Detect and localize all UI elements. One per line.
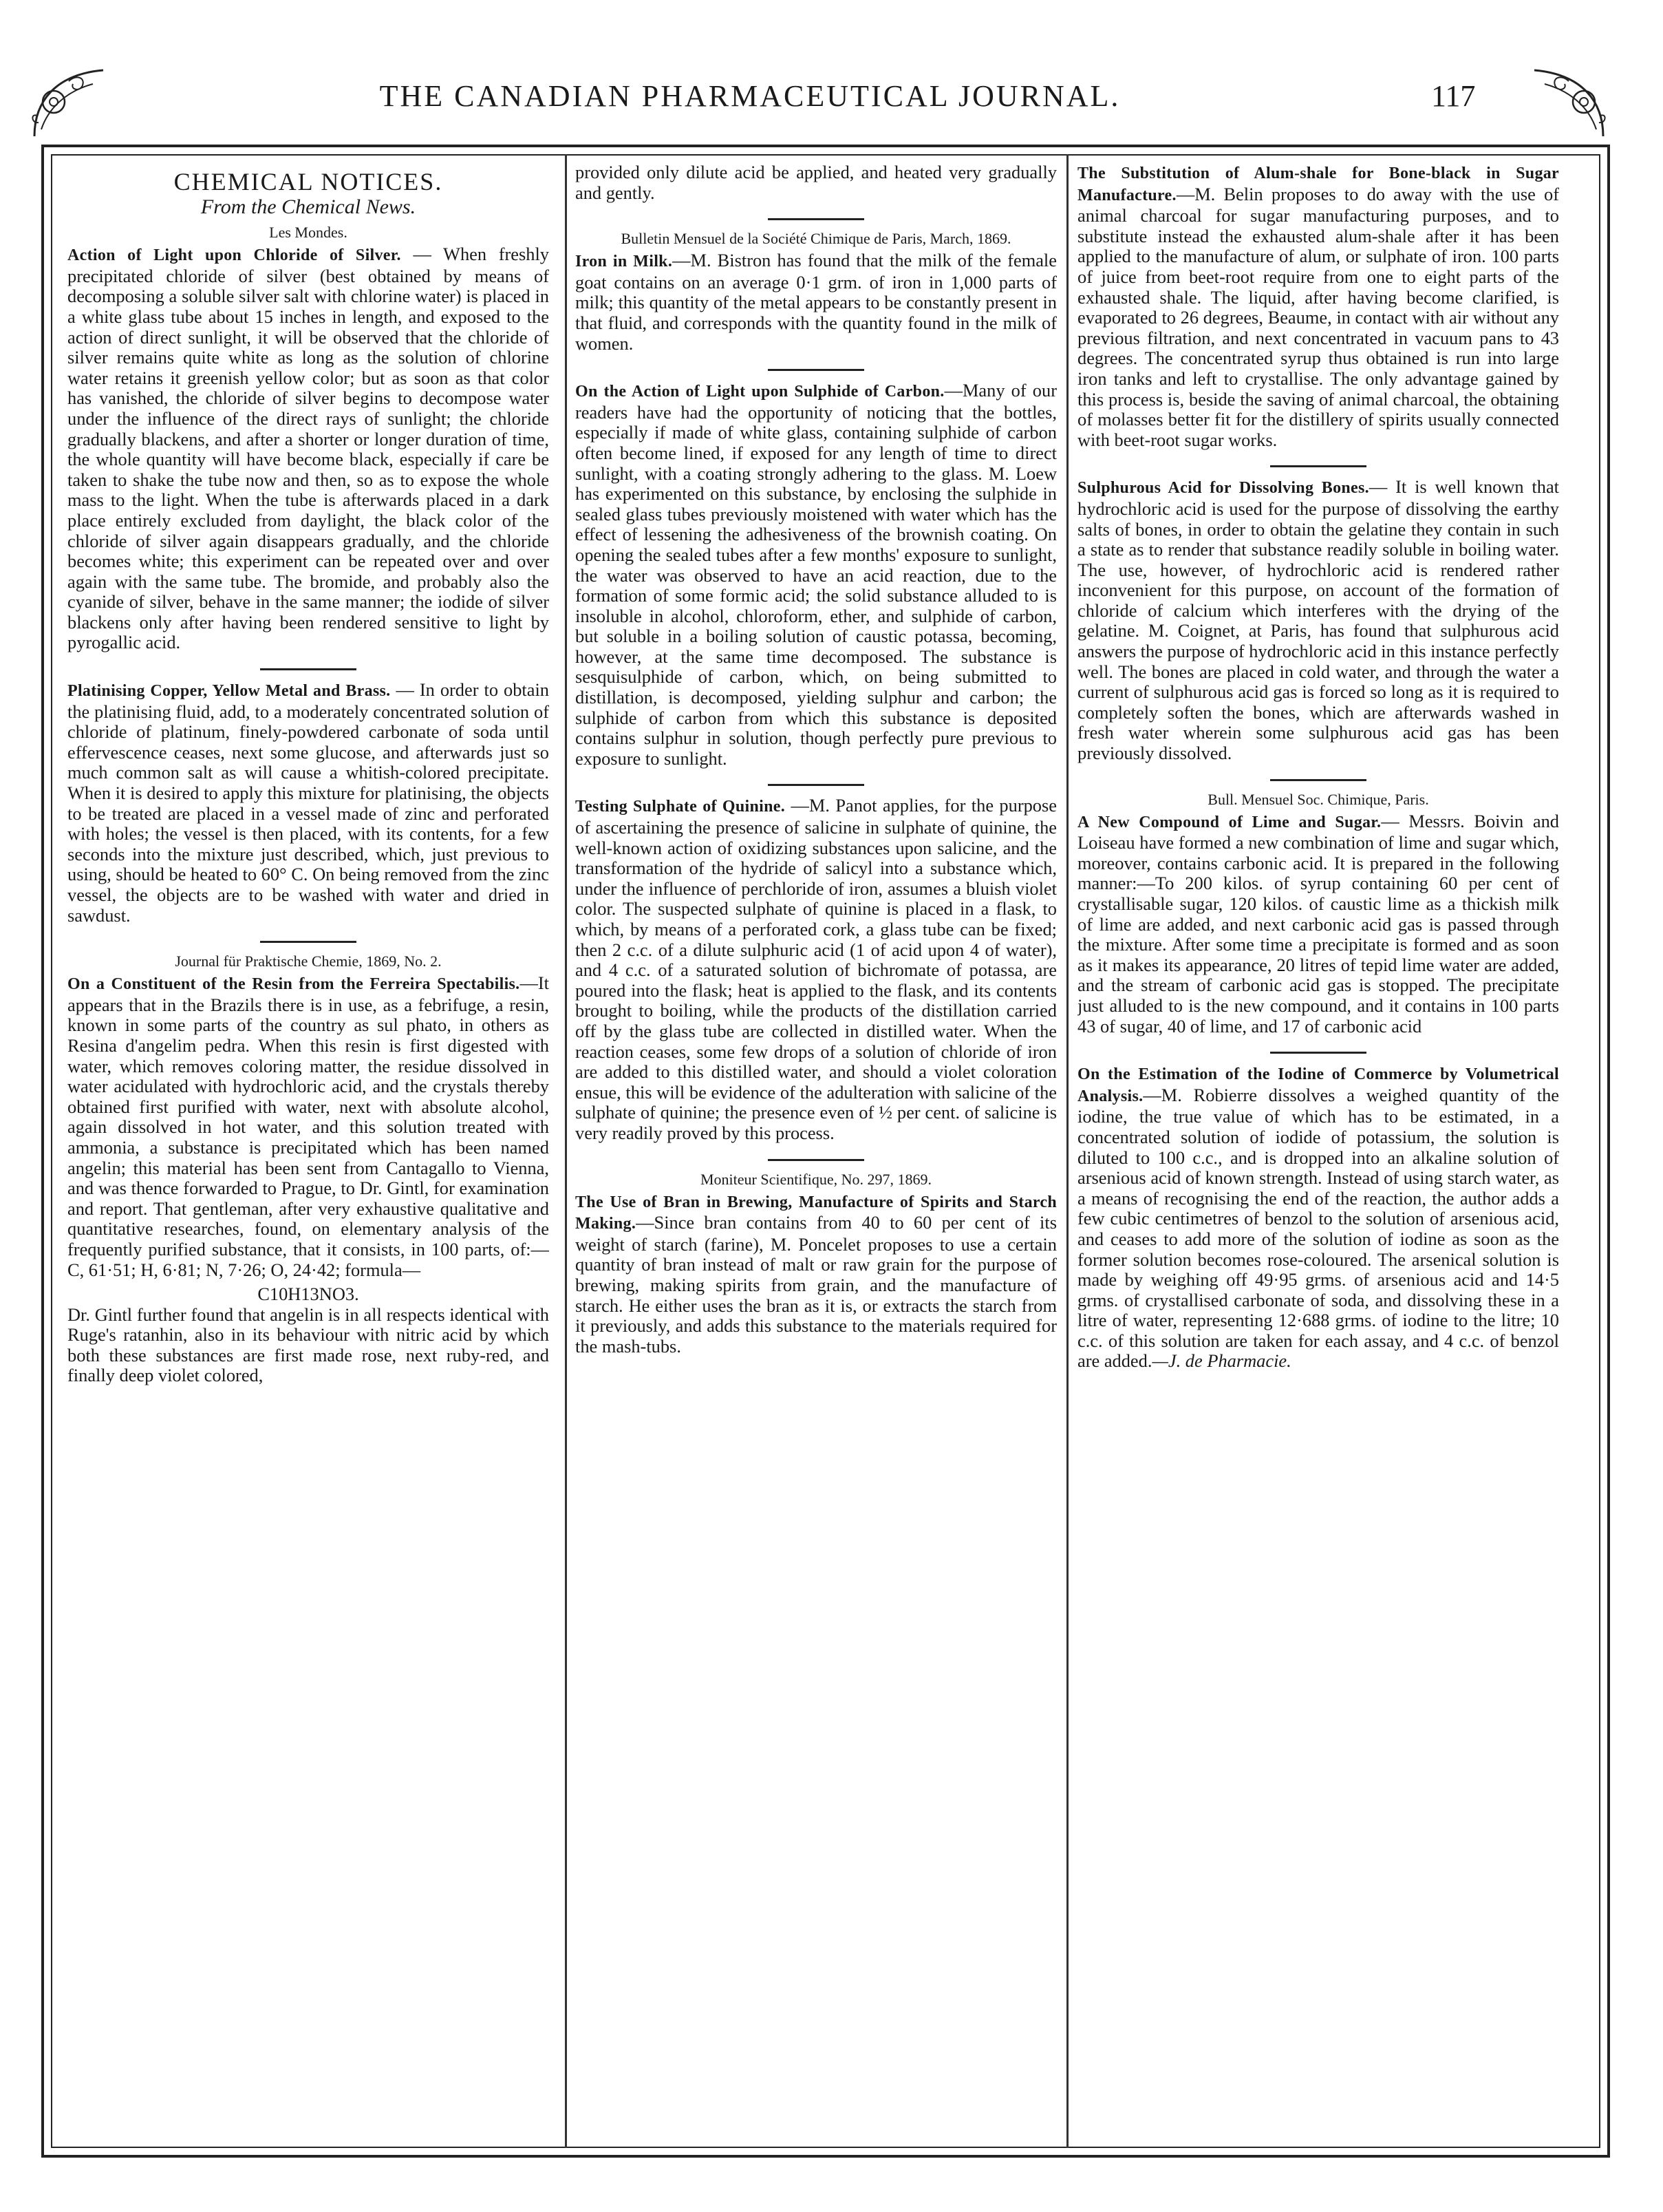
chemical-formula: C10H13NO3. (257, 1284, 359, 1305)
divider (768, 218, 864, 220)
column-rule (565, 154, 567, 2148)
article-body: —M. Bistron has found that the milk of the female goat contains on an average 0·1 grm. of iron in 1,000 parts of milk; this quantity of the metal appears to be constantly present in that fluid, and corresponds with the quantity found in the milk of women. (575, 250, 1057, 354)
article (575, 1191, 1057, 1357)
divider (1270, 779, 1366, 781)
article-body: —M. Robierre dissolves a weighed quantity of the iodine, the true value of which has to be estimated, in a concentrated solution of iodide of potassium, the solution is diluted to 100 c.c., and is dropped into an alkaline solution of arsenious acid of known strength. Instead of using starch water, as a means of recognising the end of the reaction, the author adds a few cubic centimetres of benzol to the solution of arsenious acid, and ceases to add more of the solution of iodine as soon as the former solution becomes rose-coloured. The arsenical solution is made by weighing off 49·95 grms. of arsenious acid and 14·5 grms. of crystallised carbonate of soda, and dissolving these in a litre of water, representing 12·688 grms. of iodine to the litre; 10 c.c. of this solution are taken for each assay, and 4 c.c. of benzol are added. (1077, 1084, 1559, 1372)
column-3 (1077, 162, 1559, 2145)
ornament-right-icon (1527, 61, 1610, 143)
divider (768, 784, 864, 786)
article (575, 796, 1057, 1143)
article-title: A New Compound of Lime and Sugar. (1077, 813, 1382, 831)
article (67, 680, 549, 926)
article-title: On a Constituent of the Resin from the Ferreira Spectabilis. (67, 975, 520, 994)
article-continuation: Dr. Gintl further found that angelin is in all respects identical with Ruge's ratanhin, also in its behaviour with nitric acid by which both these substances are first made rose, next ruby-red, and finally deep violet colored, (67, 1304, 549, 1386)
column-1 (67, 162, 549, 2145)
article-body: —Many of our readers have had the opportunity of noticing that the bottles, especially if made of white glass, containing sulphide of carbon often become lined, if exposed for any length of time to direct sunlight, with a coating strongly adhering to the glass. M. Loew has experimented on this substance, by enclosing the sulphide in sealed glass tubes previously moistened with water which has the effect of lessening the adhesiveness of the brownish coating. On opening the sealed tubes after a few months' exposure to sunlight, the water was observed to have an acid reaction, due to the formation of some formic acid; the solid substance alluded to is insoluble in alcohol, chloroform, ether, and sulphide of carbon, but soluble in a boiling solution of caustic potassa, becoming, however, at the same time decomposed. The substance is sesquisulphide of carbon, which, on being submitted to distillation, is decomposed, yielding sulphur and carbon; the sulphide of carbon from which this substance is deposited contains sulphur in solution, though perfectly pure previous to exposure to sunlight. (575, 380, 1057, 769)
article (1077, 811, 1559, 1037)
divider (768, 369, 864, 371)
article-title: The Substitution of Alum-shale for Bone-black in Sugar Manufacture. (1077, 164, 1559, 204)
source-line: Bulletin Mensuel de la Société Chimique de Paris, March, 1869. (621, 230, 1011, 248)
divider (1270, 1052, 1366, 1054)
ornament-left-icon (28, 61, 110, 143)
article-body: —M. Panot applies, for the purpose of ascertaining the presence of salicine in sulphate of quinine, the well-known action of oxidizing substances upon salicine, and the transformation of the hydride of salicyl into a substance which, under the influence of perchloride of iron, assumes a bluish violet color. The suspected sulphate of quinine is placed in a flask, to which, by means of a perforated cork, a glass tube can be fixed; then 2 c.c. of a dilute sulphuric acid (1 of acid upon 4 of water), and 4 c.c. of a saturated solution of bichromate of potassa, are poured into the flask; heat is applied to the flask, and its contents brought to boiling, while the products of the distillation carried off by the glass tube are collected in distilled water. When the reaction ceases, some few drops of a solution of chloride of iron are added to this distilled water, and should a violet coloration ensue, this will be evidence of the adulteration with salicine of the sulphate of quinine; the presence even of ½ per cent. of salicine is very readily proved by this process. (575, 795, 1057, 1143)
column-2 (575, 162, 1057, 2145)
article-body: — Messrs. Boivin and Loiseau have formed a new combination of lime and sugar which, moreover, contains carbonic acid. It is prepared in the following manner:—To 200 kilos. of syrup containing 60 per cent of crystallisable sugar, 120 kilos. of caustic lime as a thickish milk of lime are added, and next carbonic acid gas is passed through the mixture. After some time a precipitate is formed and as soon as it makes its appearance, 20 litres of tepid lime water are added, and the stream of carbonic acid gas is stopped. The precipitate just alluded to is the new compound, and it contains in 100 parts 43 of sugar, 40 of lime, and 17 of carbonic acid (1077, 810, 1559, 1036)
journal-title: THE CANADIAN PHARMACEUTICAL JOURNAL. (379, 79, 1121, 113)
section-subtitle: From the Chemical News. (200, 195, 416, 218)
article-title: Platinising Copper, Yellow Metal and Brass. (67, 682, 391, 701)
article-title: Action of Light upon Chloride of Silver. (67, 246, 401, 265)
article-body: —M. Belin proposes to do away with the use of animal charcoal for sugar manufacturing purposes, and to substitute instead the exhausted alum-shale after it has been applied to the manufacture of alum, or sulphate of iron. 100 parts of juice from beet-root require from one to eight parts of the exhausted shale. The liquid, after having become clarified, is evaporated to 26 degrees, Beaume, in contact with air without any previous filtration, and next concentrated in vacuum pans to 43 degrees. The concentrated syrup thus obtained is run into large iron tanks and left to crystallise. The only advantage gained by this process is, beside the saving of animal charcoal, the obtaining of molasses better fit for the distillery of spirits usually connected with beet-root sugar works. (1077, 183, 1559, 450)
article-continuation: provided only dilute acid be applied, and heated very gradually and gently. (575, 162, 1057, 203)
source-line: Moniteur Scientifique, No. 297, 1869. (700, 1170, 932, 1188)
divider (260, 668, 356, 670)
article-body: —It appears that in the Brazils there is in use, as a febrifuge, a resin, known in some parts of the country as sul phato, in others as Resina d'angelim pedra. When this resin is first digested with water, which removes coloring matter, the residue dissolved in water acidulated with hydrochloric acid, and the crystals thereby obtained first purified with water, next with absolute alcohol, again dissolved in hot water, and this solution treated with ammonia, a substance is precipitated which has been named angelin; this material has been sent from Cantagallo to Vienna, and was thence forwarded to Prague, to Dr. Gintl, for examination and report. That gentleman, after very exhaustive qualitative and quantitative researches, found, on elementary analysis of the frequently purified substance, that it consists, in 100 parts, of:—C, 61·51; H, 6·81; N, 7·26; O, 24·42; formula— (67, 972, 549, 1280)
page-header (28, 55, 1610, 138)
article (575, 251, 1057, 354)
article-title: On the Estimation of the Iodine of Commerce by Volumetrical Analysis. (1077, 1065, 1559, 1105)
section-title: CHEMICAL NOTICES. (173, 168, 443, 195)
source-line: Journal für Praktische Chemie, 1869, No. 2. (175, 953, 442, 970)
page-number: 117 (1431, 79, 1476, 113)
article-title: Testing Sulphate of Quinine. (575, 798, 786, 816)
article-body: — When freshly precipitated chloride of silver (best obtained by means of decomposing a soluble silver salt with chlorine water) is placed in a white glass tube about 15 inches in length, and exposed to the action of direct sunlight, it will be observed that the chloride of silver remains quite white as long as the solution of chlorine water retains it greenish yellow color; but as soon as that color has vanished, the chloride of silver begins to decompose water under the influence of the direct rays of sunlight; the chloride gradually blackens, and after a shorter or longer duration of time, the whole quantity will have become black, especially if care be taken to shake the tube now and then, so as to expose the whole mass to the light. When the tube is afterwards placed in a dark place entirely excluded from daylight, the black color of the chloride of silver again disappears gradually, and the chloride becomes white; this experiment can be repeated over and over again with the same tube. The bromide, and probably also the cyanide of silver, behave in the same manner; the iodide of silver blackens only after having been rendered sensitive to light by pyrogallic acid. (67, 244, 549, 653)
article (67, 973, 549, 1280)
article (1077, 477, 1559, 763)
article-title: Iron in Milk. (575, 253, 673, 271)
article (1077, 162, 1559, 450)
article-title: Sulphurous Acid for Dissolving Bones. (1077, 479, 1369, 498)
article-body: — It is well known that hydrochloric acid is used for the purpose of dissolving the earthy salts of bones, in order to obtain the gelatine they contain in such a state as to render that substance readily soluble in boiling water. The use, however, of hydrochloric acid is rendered rather inconvenient for this purpose, on account of the formation of chloride of calcium which interferes with the drying of the gelatine. M. Coignet, at Paris, has found that sulphurous acid answers the purpose of hydrochloric acid in this instance perfectly well. The bones are placed in cold water, and through the water a current of sulphurous acid gas is forced so long as it is required to completely soften the bones, which are afterwards washed in fresh water wherein some sulphurous acid gas has been previously dissolved. (1077, 476, 1559, 764)
column-rule (1066, 154, 1069, 2148)
source-line: Les Mondes. (269, 224, 347, 242)
source-line: Bull. Mensuel Soc. Chimique, Paris. (1208, 790, 1429, 808)
divider (260, 941, 356, 943)
article (575, 381, 1057, 769)
article-signature: —J. de Pharmacie. (1152, 1350, 1291, 1372)
article-title: On the Action of Light upon Sulphide of Carbon. (575, 383, 945, 401)
divider (1270, 465, 1366, 467)
article-body: — In order to obtain the platinising fluid, add, to a moderately concentrated solution of chloride of platinum, finely-powdered carbonate of soda until effervescence ceases, next some glucose, and afterwards just so much common salt as will cause a whitish-colored precipitate. When it is desired to apply this mixture for platinising, the objects to be treated are placed in a vessel made of zinc and perforated with holes; the vessel is then placed, with its contents, for a few seconds into the mixture just described, which, just previous to using, should be heated to 60° C. On being removed from the zinc vessel, the objects are to be washed with water and dried in sawdust. (67, 679, 549, 926)
article (67, 244, 549, 653)
article-title: The Use of Bran in Brewing, Manufacture of Spirits and Starch Making. (575, 1193, 1057, 1233)
article (1077, 1063, 1559, 1372)
divider (768, 1159, 864, 1161)
article-body: —Since bran contains from 40 to 60 per cent of its weight of starch (farine), M. Poncelet proposes to use a certain quantity of bran instead of malt or raw grain for the purpose of brewing, making spirits from grain, and the manufacture of starch. He either uses the bran as it is, or extracts the starch from it previously, and adds this substance to the materials required for the mash-tubs. (575, 1212, 1057, 1357)
